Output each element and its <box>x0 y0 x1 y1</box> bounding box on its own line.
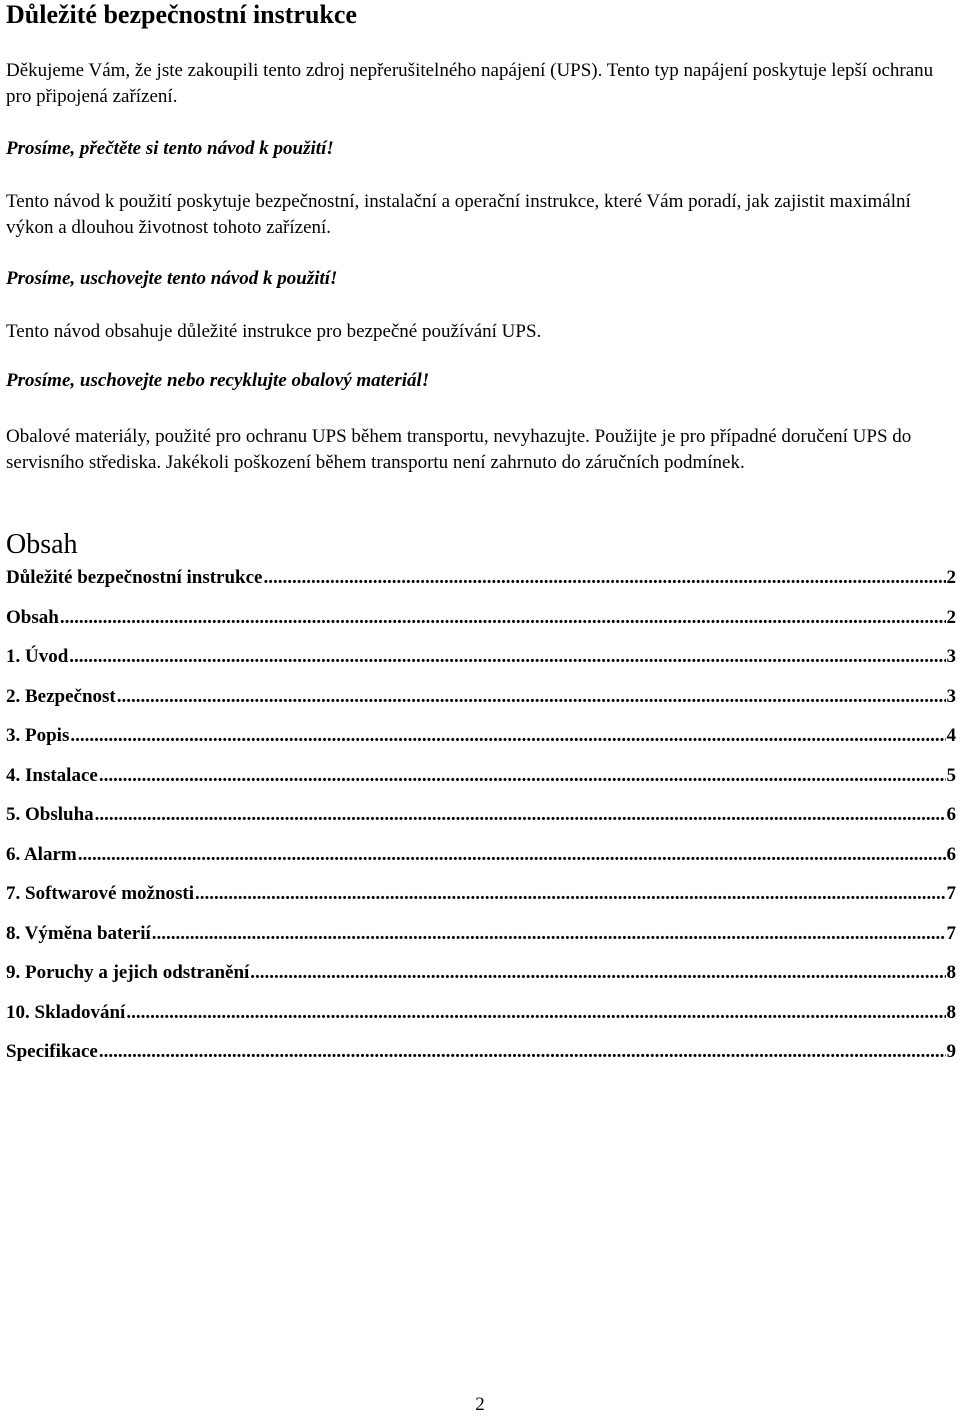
toc-entry-page: 6 <box>946 843 956 865</box>
toc-entry-label: 4. Instalace <box>6 764 98 786</box>
manual-purpose-paragraph: Tento návod k použití poskytuje bezpečnostní, instalační a operační instrukce, které Vám poradí, jak zajistit maximální výkon a dlouhou životnost tohoto zařízení. <box>6 191 911 238</box>
toc-entry[interactable] <box>6 802 956 842</box>
toc-entry-page: 2 <box>946 567 956 588</box>
toc-entry-label: 8. Výměna baterií <box>6 922 151 944</box>
toc-entry-label: 1. Úvod <box>6 646 69 667</box>
toc-entry[interactable] <box>6 1039 956 1079</box>
manual-contents-paragraph: Tento návod obsahuje důležité instrukce pro bezpečné používání UPS. <box>6 321 542 342</box>
toc-leader-dots <box>117 684 946 710</box>
read-manual-notice: Prosíme, přečtěte si tento návod k použití! <box>6 138 334 159</box>
toc-leader-dots <box>78 842 946 868</box>
toc-entry-label: 7. Softwarové možnosti <box>6 883 195 904</box>
keep-manual-notice: Prosíme, uschovejte tento návod k použití! <box>6 268 338 289</box>
toc-entry-page: 6 <box>946 804 956 825</box>
toc-entry-page: 3 <box>946 685 956 707</box>
toc-leader-dots <box>263 565 945 591</box>
toc-entry-label: 5. Obsluha <box>6 804 94 825</box>
table-of-contents <box>6 565 956 1079</box>
packaging-notice: Prosíme, uschovejte nebo recyklujte obalový materiál! <box>6 370 430 391</box>
toc-entry[interactable] <box>6 842 956 882</box>
toc-entry-page: 2 <box>946 606 956 628</box>
toc-leader-dots <box>69 644 945 670</box>
toc-entry[interactable] <box>6 763 956 803</box>
toc-entry-page: 3 <box>946 646 956 667</box>
toc-entry[interactable] <box>6 921 956 961</box>
toc-entry-label: 9. Poruchy a jejich odstranění <box>6 962 250 983</box>
toc-entry-page: 9 <box>946 1041 956 1062</box>
intro-paragraph: Děkujeme Vám, že jste zakoupili tento zdroj nepřerušitelného napájení (UPS). Tento typ napájení poskytuje lepší ochranu pro připojená zařízení. <box>6 60 934 107</box>
toc-leader-dots <box>70 723 945 749</box>
toc-entry-label: Důležité bezpečnostní instrukce <box>6 567 263 588</box>
toc-entry-page: 7 <box>946 922 956 944</box>
toc-entry-label: Obsah <box>6 606 59 628</box>
toc-entry-label: 10. Skladování <box>6 1001 126 1023</box>
toc-leader-dots <box>99 763 946 789</box>
toc-entry-page: 8 <box>946 962 956 983</box>
page-title: Důležité bezpečnostní instrukce <box>6 0 357 29</box>
toc-entry[interactable] <box>6 960 956 1000</box>
toc-leader-dots <box>99 1039 946 1065</box>
page-number: 2 <box>475 1394 485 1415</box>
toc-entry[interactable] <box>6 1000 956 1040</box>
toc-leader-dots <box>152 921 946 947</box>
toc-entry[interactable] <box>6 723 956 763</box>
packaging-paragraph: Obalové materiály, použité pro ochranu UPS během transportu, nevyhazujte. Použijte je pro případné doručení UPS do servisního střediska. Jakékoli poškození během transportu není zahrnuto do záručních podmínek. <box>6 426 912 473</box>
toc-entry-page: 5 <box>946 764 956 786</box>
toc-entry-page: 4 <box>946 725 956 746</box>
toc-entry-label: 2. Bezpečnost <box>6 685 116 707</box>
toc-leader-dots <box>60 605 946 631</box>
toc-entry[interactable] <box>6 565 956 605</box>
toc-leader-dots <box>95 802 946 828</box>
toc-entry-label: Specifikace <box>6 1041 98 1062</box>
toc-leader-dots <box>250 960 945 986</box>
toc-entry[interactable] <box>6 881 956 921</box>
toc-entry-label: 3. Popis <box>6 725 70 746</box>
toc-title: Obsah <box>6 529 78 560</box>
toc-leader-dots <box>195 881 945 907</box>
toc-entry-label: 6. Alarm <box>6 843 77 865</box>
toc-entry[interactable] <box>6 644 956 684</box>
toc-entry-page: 7 <box>946 883 956 904</box>
toc-leader-dots <box>126 1000 945 1026</box>
toc-entry[interactable] <box>6 684 956 724</box>
toc-entry-page: 8 <box>946 1001 956 1023</box>
toc-entry[interactable] <box>6 605 956 645</box>
